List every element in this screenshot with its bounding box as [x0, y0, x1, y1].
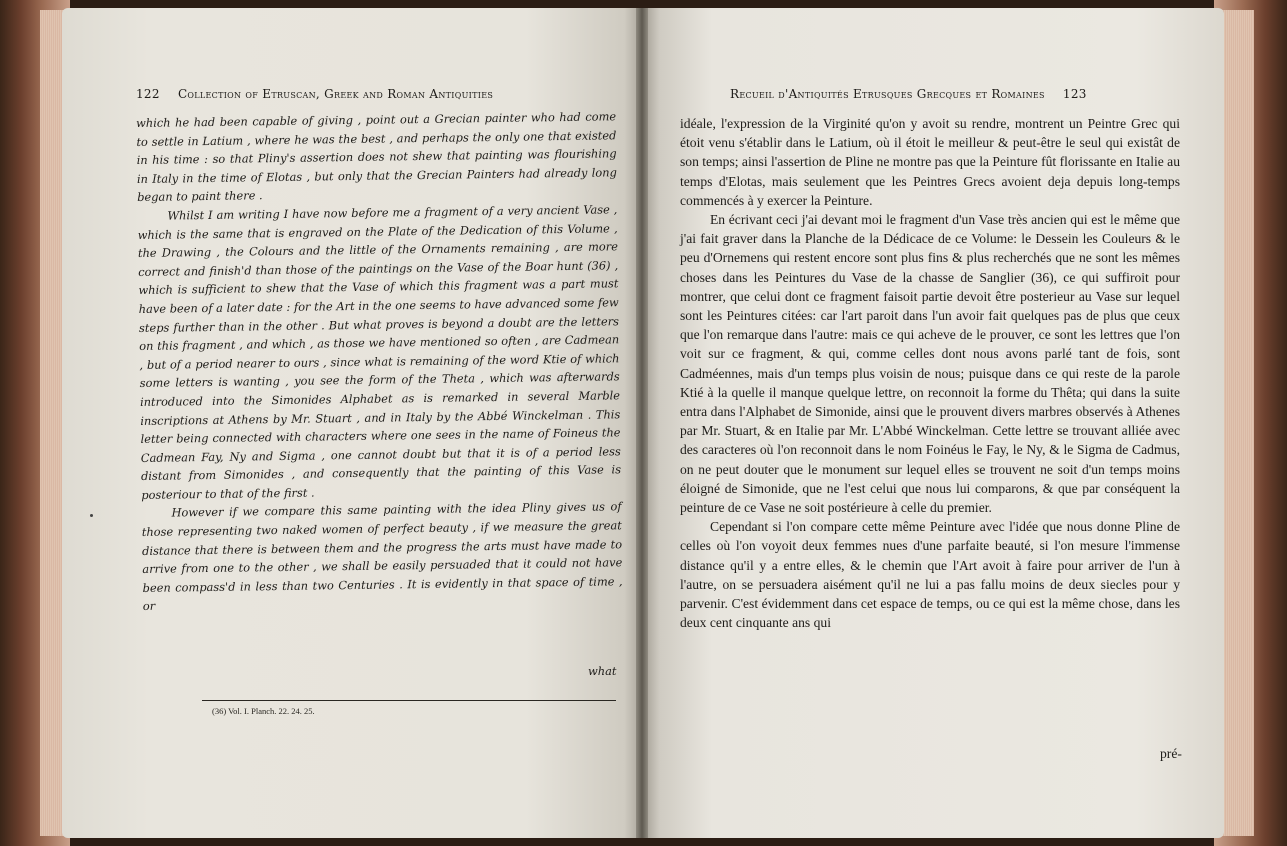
left-paragraph-2: Whilst I am writing I have now before me a fragment of a very ancient Vase , which is the same that is engraved on the Plate of the Dedication of this Volume , the Drawing , the Colours and the little of the Ornaments remaining , are more correct and finish'd than those of the paintings on the Vase of the Boar hunt (36) , which is sufficient to shew that the Vase of which this fragment was a part must have been of a later date : for the Art in the one seems to have advanced some few steps further than in the other . But what proves is beyond a doubt are the letters on this fragment , and which , as those we have mentioned so often , are Cadmean , but of a period nearer to ours , since what is remaining of the word Ktie of which some letters is wanting , you see the form of the Theta , which was afterwards introduced into the Simonides Alphabet as is remarked in several Marble inscriptions at Athens by Mr. Stuart , and in Italy by the Abbé Winckelman . This letter being connected with characters where one sees in the name of Foineus the Cadmean Fay, Ny and Sigma , one cannot doubt but that it is of a period less distant from Simonides , and consequently that the painting of this Vase is posteriour to that of the first .	[137, 202, 622, 502]
right-paragraph-2: En écrivant ceci j'ai devant moi le fragment d'un Vase très ancien qui est le même que j'ai fait graver dans la Planche de la Dédicace de ce Volume: le Dessein les Couleurs & le peu d'Ornemens qui restent encore sont plus fins & plus recherchés que ne sont les mêmes choses dans les Peintures du Vase de la chasse de Sanglier (36), ce qui suffiroit pour montrer, que celui dont ce fragment faisoit partie devoit être posterieur au Vase sur lequel sont les Peintures citées: car l'art paroit dans l'un avoir fait quelques pas de plus que ceux que l'on remarque dans l'autre: mais ce qui acheve de le prouver, ce sont les lettres que l'on voit sur ce fragment, & qui, comme celles dont nous avons parlé tant de fois, sont Cadméennes, mais d'un temps plus voisin de nous; puisque dans ce qui reste de la parole Ktié à la quelle il manque quelque lettre, on reconnoit la forme du Thêta; qui dans la suite entra dans l'Alphabet de Simonide, ainsi que le prouvent divers marbres observés à Athenes par Mr. Stuart, & en Italie par Mr. L'Abbé Winckelman. Cette lettre se trouvant alliée avec des caracteres où l'on reconnoit dans le nom Foinéus le Fay, le Ny, & le Sigma de Cadmus, on ne peut douter que le monument sur lequel elles se trouvent ne soit d'un temps moins éloigné de Simonide, que ne l'est celui que nous lui comparons, & que par conséquent la peinture de ce Vase ne soit postérieure à celle du premier.	[680, 212, 1180, 516]
right-catchword: pré-	[1160, 746, 1182, 761]
left-paragraph-3: However if we compare this same painting with the idea Pliny gives us of those representing two naked women of perfect beauty , if we measure the great distance that there is between them and the progress the arts must have made to arrive from one to the other , we shall be easily persuaded that it could not have been compass'd in less than two Centuries . It is evidently in that space of time , or	[141, 499, 623, 614]
left-paragraph-1: which he had been capable of giving , point out a Grecian painter who had come to settle in Latium , where he was the best , and perhaps the only one that existed in his time : so that Pliny's assertion does not shew that painting was flourishing in Italy in the time of Elotas , but only that the Grecian Painters had already long began to paint there .	[136, 109, 617, 205]
right-running-head: Recueil d'Antiquités Etrusques Grecques et Romaines	[730, 87, 1045, 101]
left-page-number: 122	[136, 87, 160, 101]
right-paragraph-3: Cependant si l'on compare cette même Peinture avec l'idée que nous donne Pline de celles où l'on voyoit deux femmes nues d'une parfaite beauté, si l'on mesure l'immense distance qu'il y a entre elles, & le chemin que l'Art avoit à faire pour arriver de l'un à l'autre, on se persuadera aisément qu'il ne lui a pas fallu moins de deux siecles pour y parvenir. C'est évidemment dans cet espace de temps, ou ce qui est la même chose, dans les deux cent cinquante ans qui	[680, 519, 1180, 631]
left-catchword: what	[588, 664, 617, 678]
right-page-body	[680, 114, 1180, 632]
left-running-head: Collection of Etruscan, Greek and Roman Antiquities	[177, 87, 494, 101]
right-running-header	[730, 87, 1087, 101]
book-gutter	[636, 8, 648, 838]
right-page-number: 123	[1062, 87, 1087, 101]
footnote-rule	[202, 700, 616, 701]
left-cover-edge	[0, 0, 70, 846]
left-footnote: (36) Vol. I. Planch. 22. 24. 25.	[212, 706, 315, 716]
page-mark	[90, 514, 93, 517]
right-cover-edge	[1214, 0, 1287, 846]
right-paragraph-1: idéale, l'expression de la Virginité qu'on y avoit su rendre, montrent un Peintre Grec qui étoit venu s'établir dans le Latium, où il étoit le meilleur & peut-être le seul qui existât de son temps; ainsi l'assertion de Pline ne montre pas que la Peinture fût florissante en Italie au temps d'Elotas, mais seulement que les Peintres Grecs avoient deja depuis long-temps commencés à y exercer la Peinture.	[680, 116, 1181, 208]
left-running-header	[136, 87, 493, 101]
left-page-body	[136, 107, 623, 616]
